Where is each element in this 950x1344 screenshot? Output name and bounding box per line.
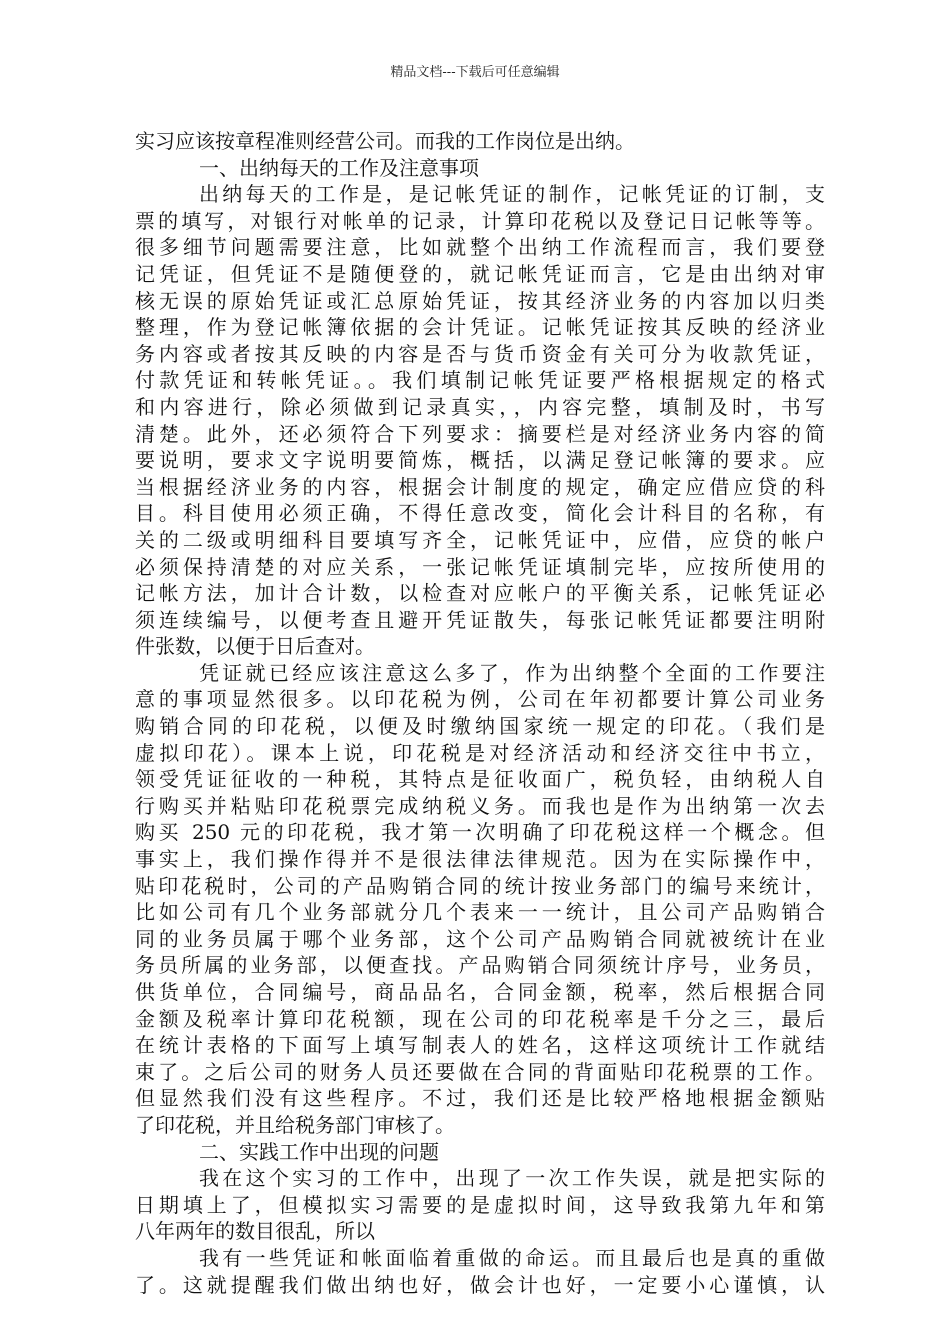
text-line: 意的事项显然很多。以印花税为例，公司在年初都要计算公司业务 xyxy=(135,687,825,712)
text-line: 关的二级或明细科目要填写齐全，记帐凭证中，应借，应贷的帐户 xyxy=(135,527,825,552)
text-line: 目。科目使用必须正确，不得任意改变，简化会计科目的名称，有 xyxy=(135,501,825,526)
text-line: 一、出纳每天的工作及注意事项 xyxy=(199,155,479,180)
text-line: 事实上，我们操作得并不是很法律法律规范。因为在实际操作中， xyxy=(135,847,825,872)
text-line: 供货单位，合同编号，商品品名，合同金额，税率，然后根据合同 xyxy=(135,980,825,1004)
text-line: 出纳每天的工作是，是记帐凭证的制作，记帐凭证的订制，支 xyxy=(199,182,825,207)
text-line: 我有一些凭证和帐面临着重做的命运。而且最后也是真的重做 xyxy=(199,1245,825,1270)
text-line: 付款凭证和转帐凭证。。我们填制记帐凭证要严格根据规定的格式 xyxy=(135,368,825,393)
text-line: 要说明，要求文字说明要简炼，概括，以满足登记帐簿的要求。应 xyxy=(135,448,825,473)
text-line: 核无误的原始凭证或汇总原始凭证，按其经济业务的内容加以归类 xyxy=(135,288,825,313)
text-line: 了。这就提醒我们做出纳也好，做会计也好，一定要小心谨慎，认 xyxy=(135,1272,825,1297)
text-line: 束了。之后公司的财务人员还要做在合同的背面贴印花税票的工作。 xyxy=(135,1059,825,1084)
page-header: 精品文档---下载后可任意编辑 xyxy=(390,65,560,80)
text-line: 行购买并粘贴印花税票完成纳税义务。而我也是作为出纳第一次去 xyxy=(135,793,825,818)
document-body xyxy=(135,128,825,1298)
text-line: 件张数，以便于日后查对。 xyxy=(135,634,375,659)
text-line: 了印花税，并且给税务部门审核了。 xyxy=(135,1112,455,1137)
text-line: 记凭证，但凭证不是随便登的，就记帐凭证而言，它是由出纳对审 xyxy=(135,261,825,286)
text-line: 记帐方法，加计合计数，以检查对应帐户的平衡关系，记帐凭证必 xyxy=(135,581,825,606)
text-line: 八年两年的数目很乱，所以 xyxy=(135,1219,375,1244)
text-line: 购销合同的印花税，以便及时缴纳国家统一规定的印花。（我们是 xyxy=(135,714,825,739)
text-line: 凭证就已经应该注意这么多了，作为出纳整个全面的工作要注 xyxy=(199,660,825,685)
text-line: 但显然我们没有这些程序。不过，我们还是比较严格地根据金额贴 xyxy=(135,1086,825,1111)
text-line: 金额及税率计算印花税额，现在公司的印花税率是千分之三，最后 xyxy=(135,1006,825,1031)
text-line: 同的业务员属于哪个业务部，这个公司产品购销合同就被统计在业 xyxy=(135,926,825,951)
text-line: 贴印花税时，公司的产品购销合同的统计按业务部门的编号来统计， xyxy=(135,873,825,898)
text-line: 务员所属的业务部，以便查找。产品购销合同须统计序号，业务员， xyxy=(135,953,825,978)
text-line: 当根据经济业务的内容，根据会计制度的规定，确定应借应贷的科 xyxy=(135,474,825,499)
text-line: 必须保持清楚的对应关系，一张记帐凭证填制完毕，应按所使用的 xyxy=(135,554,825,579)
text-line: 实习应该按章程准则经营公司。而我的工作岗位是出纳。 xyxy=(135,129,635,153)
text-line: 日期填上了，但模拟实习需要的是虚拟时间，这导致我第九年和第 xyxy=(135,1192,825,1217)
text-line: 清楚。此外，还必须符合下列要求：摘要栏是对经济业务内容的简 xyxy=(135,421,825,446)
text-line: 在统计表格的下面写上填写制表人的姓名，这样这项统计工作就结 xyxy=(135,1033,825,1058)
text-line: 整理，作为登记帐簿依据的会计凭证。记帐凭证按其反映的经济业 xyxy=(135,315,825,340)
text-line: 购买 250 元的印花税，我才第一次明确了印花税这样一个概念。但 xyxy=(135,820,825,845)
text-line: 我在这个实习的工作中，出现了一次工作失误，就是把实际的 xyxy=(199,1166,825,1191)
text-line: 很多细节问题需要注意，比如就整个出纳工作流程而言，我们要登 xyxy=(135,235,825,260)
text-line: 和内容进行，除必须做到记录真实，，内容完整，填制及时，书写 xyxy=(135,394,825,419)
text-line: 票的填写，对银行对帐单的记录，计算印花税以及登记日记帐等等。 xyxy=(135,208,825,233)
text-line: 领受凭证征收的一种税，其特点是征收面广，税负轻，由纳税人自 xyxy=(135,767,825,792)
text-line: 虚拟印花）。课本上说，印花税是对经济活动和经济交往中书立， xyxy=(135,740,825,765)
text-line: 比如公司有几个业务部就分几个表来一一统计，且公司产品购销合 xyxy=(135,900,825,925)
text-line: 务内容或者按其反映的内容是否与货币资金有关可分为收款凭证， xyxy=(135,341,825,366)
text-line: 须连续编号，以便考查且避开凭证散失，每张记帐凭证都要注明附 xyxy=(135,607,825,632)
text-line: 二、实践工作中出现的问题 xyxy=(199,1139,439,1164)
